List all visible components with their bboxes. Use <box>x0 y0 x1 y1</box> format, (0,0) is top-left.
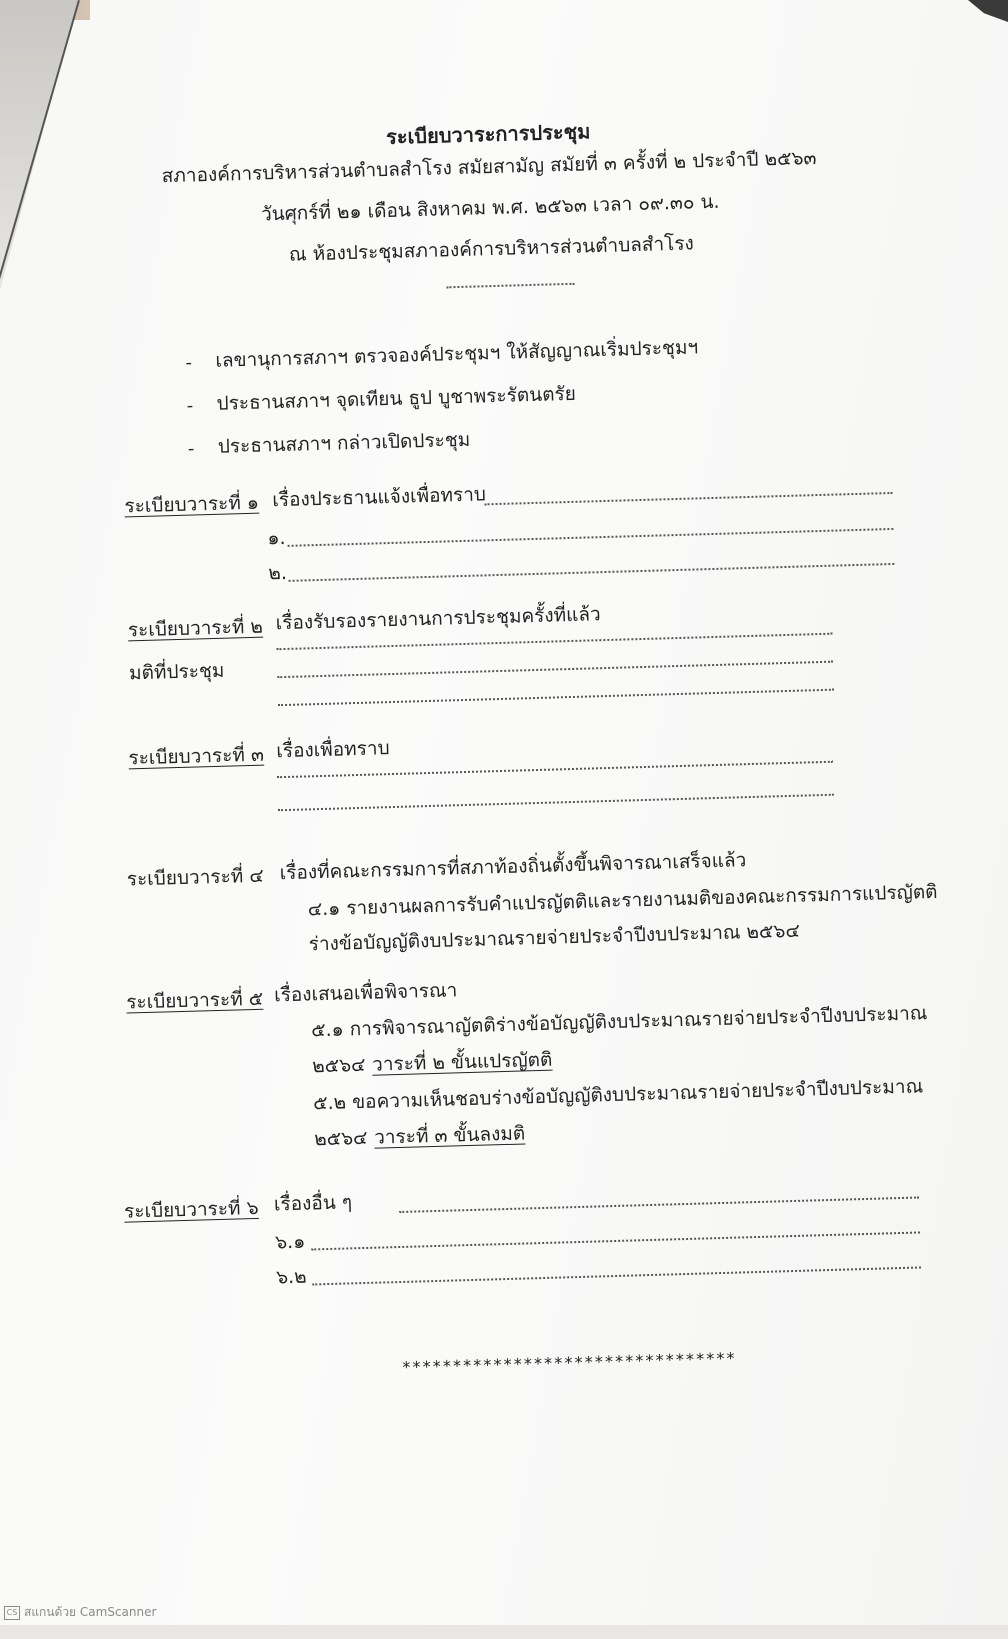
agenda-6-label: ระเบียบวาระที่ ๖ <box>123 1196 259 1223</box>
agenda-1-item-1: ๑. <box>267 526 286 550</box>
agenda-2-line-2 <box>277 661 833 679</box>
bullet-3: - <box>187 438 195 460</box>
agenda-6-item-1: ๖.๑ <box>274 1230 306 1254</box>
scanner-watermark <box>4 1603 156 1622</box>
agenda-3-topic: เรื่องเพื่อทราบ <box>276 737 390 763</box>
agenda-5-item-1-session: วาระที่ ๒ ขั้นแปรญัตติ <box>371 1048 553 1076</box>
header-date-time: วันศุกร์ที่ ๒๑ เดือน สิงหาคม พ.ศ. ๒๕๖๓ เวลา ๐๙.๓๐ น. <box>260 190 720 226</box>
header-council-session: สภาองค์การบริหารส่วนตำบลสำโรง สมัยสามัญ สมัยที่ ๓ ครั้งที่ ๒ ประจำปี ๒๕๖๓ <box>161 146 817 188</box>
agenda-6-topic: เรื่องอื่น ๆ <box>273 1191 353 1216</box>
agenda-4-topic: เรื่องที่คณะกรรมการที่สภาท้องถิ่นตั้งขึ้นพิจารณาเสร็จแล้ว <box>279 849 747 885</box>
agenda-2-topic: เรื่องรับรองรายงานการประชุมครั้งที่แล้ว <box>275 603 601 635</box>
header-venue: ณ ห้องประชุมสภาองค์การบริหารส่วนตำบลสำโรง <box>288 232 695 266</box>
agenda-1-item-2: ๒. <box>268 561 288 585</box>
scanner-watermark-text: สแกนด้วย CamScanner <box>24 1605 157 1619</box>
agenda-6-item-2: ๖.๒ <box>275 1265 307 1289</box>
agenda-1-label: ระเบียบวาระที่ ๑ <box>124 491 260 518</box>
closing-separator: ********************************* <box>401 1348 737 1378</box>
agenda-5-item-1-year: ๒๕๖๔ <box>311 1053 366 1078</box>
agenda-5-item-2-session: วาระที่ ๓ ขั้นลงมติ <box>373 1122 526 1149</box>
agenda-2-resolution: มติที่ประชุม <box>128 659 225 685</box>
agenda-3-line-2 <box>278 794 834 812</box>
agenda-5-item-2-year: ๒๕๖๔ <box>313 1126 368 1151</box>
bullet-1: - <box>185 352 193 374</box>
agenda-6-topic-line <box>399 1196 919 1213</box>
preliminary-item-2: ประธานสภาฯ จุดเทียน ธูป บูชาพระรัตนตรัย <box>216 382 577 415</box>
agenda-1-topic-line <box>485 492 893 505</box>
agenda-1-item-2-line <box>289 563 895 582</box>
agenda-1-topic: เรื่องประธานแจ้งเพื่อทราบ <box>272 483 487 512</box>
camscanner-icon: CS <box>4 1606 20 1620</box>
agenda-6-item-1-line <box>311 1231 920 1250</box>
agenda-4-item-1-line-1: ๔.๑ รายงานผลการรับคำแปรญัตติและรายงานมติของคณะกรรมการแปรญัตติ <box>307 880 938 921</box>
preliminary-item-3: ประธานสภาฯ กล่าวเปิดประชุม <box>217 428 471 458</box>
agenda-2-line-3 <box>278 689 834 707</box>
agenda-1-item-1-line <box>288 528 894 547</box>
bullet-2: - <box>186 395 194 417</box>
agenda-3-label: ระเบียบวาระที่ ๓ <box>128 743 265 770</box>
agenda-5-topic: เรื่องเสนอเพื่อพิจารณา <box>273 979 458 1007</box>
document-title: ระเบียบวาระการประชุม <box>385 119 591 149</box>
agenda-4-label: ระเบียบวาระที่ ๔ <box>126 864 264 891</box>
preliminary-item-1: เลขานุการสภาฯ ตรวจองค์ประชุมฯ ให้สัญญาณเริ่มประชุมฯ <box>215 336 699 372</box>
agenda-3-line-1 <box>277 761 833 779</box>
agenda-5-item-2-line-1: ๕.๒ ขอความเห็นชอบร่างข้อบัญญัติงบประมาณรายจ่ายประจำปีงบประมาณ <box>312 1075 924 1115</box>
agenda-5-label: ระเบียบวาระที่ ๕ <box>125 987 264 1014</box>
agenda-5-item-1-line-1: ๕.๑ การพิจารณาญัตติร่างข้อบัญญัติงบประมาณรายจ่ายประจำปีงบประมาณ <box>310 1002 928 1042</box>
agenda-6-item-2-line <box>312 1266 921 1285</box>
agenda-2-line-1 <box>276 633 832 651</box>
agenda-4-item-1-line-2: ร่างข้อบัญญัติงบประมาณรายจ่ายประจำปีงบประมาณ ๒๕๖๔ <box>308 919 801 956</box>
agenda-2-label: ระเบียบวาระที่ ๒ <box>127 615 264 642</box>
header-divider <box>446 283 574 289</box>
